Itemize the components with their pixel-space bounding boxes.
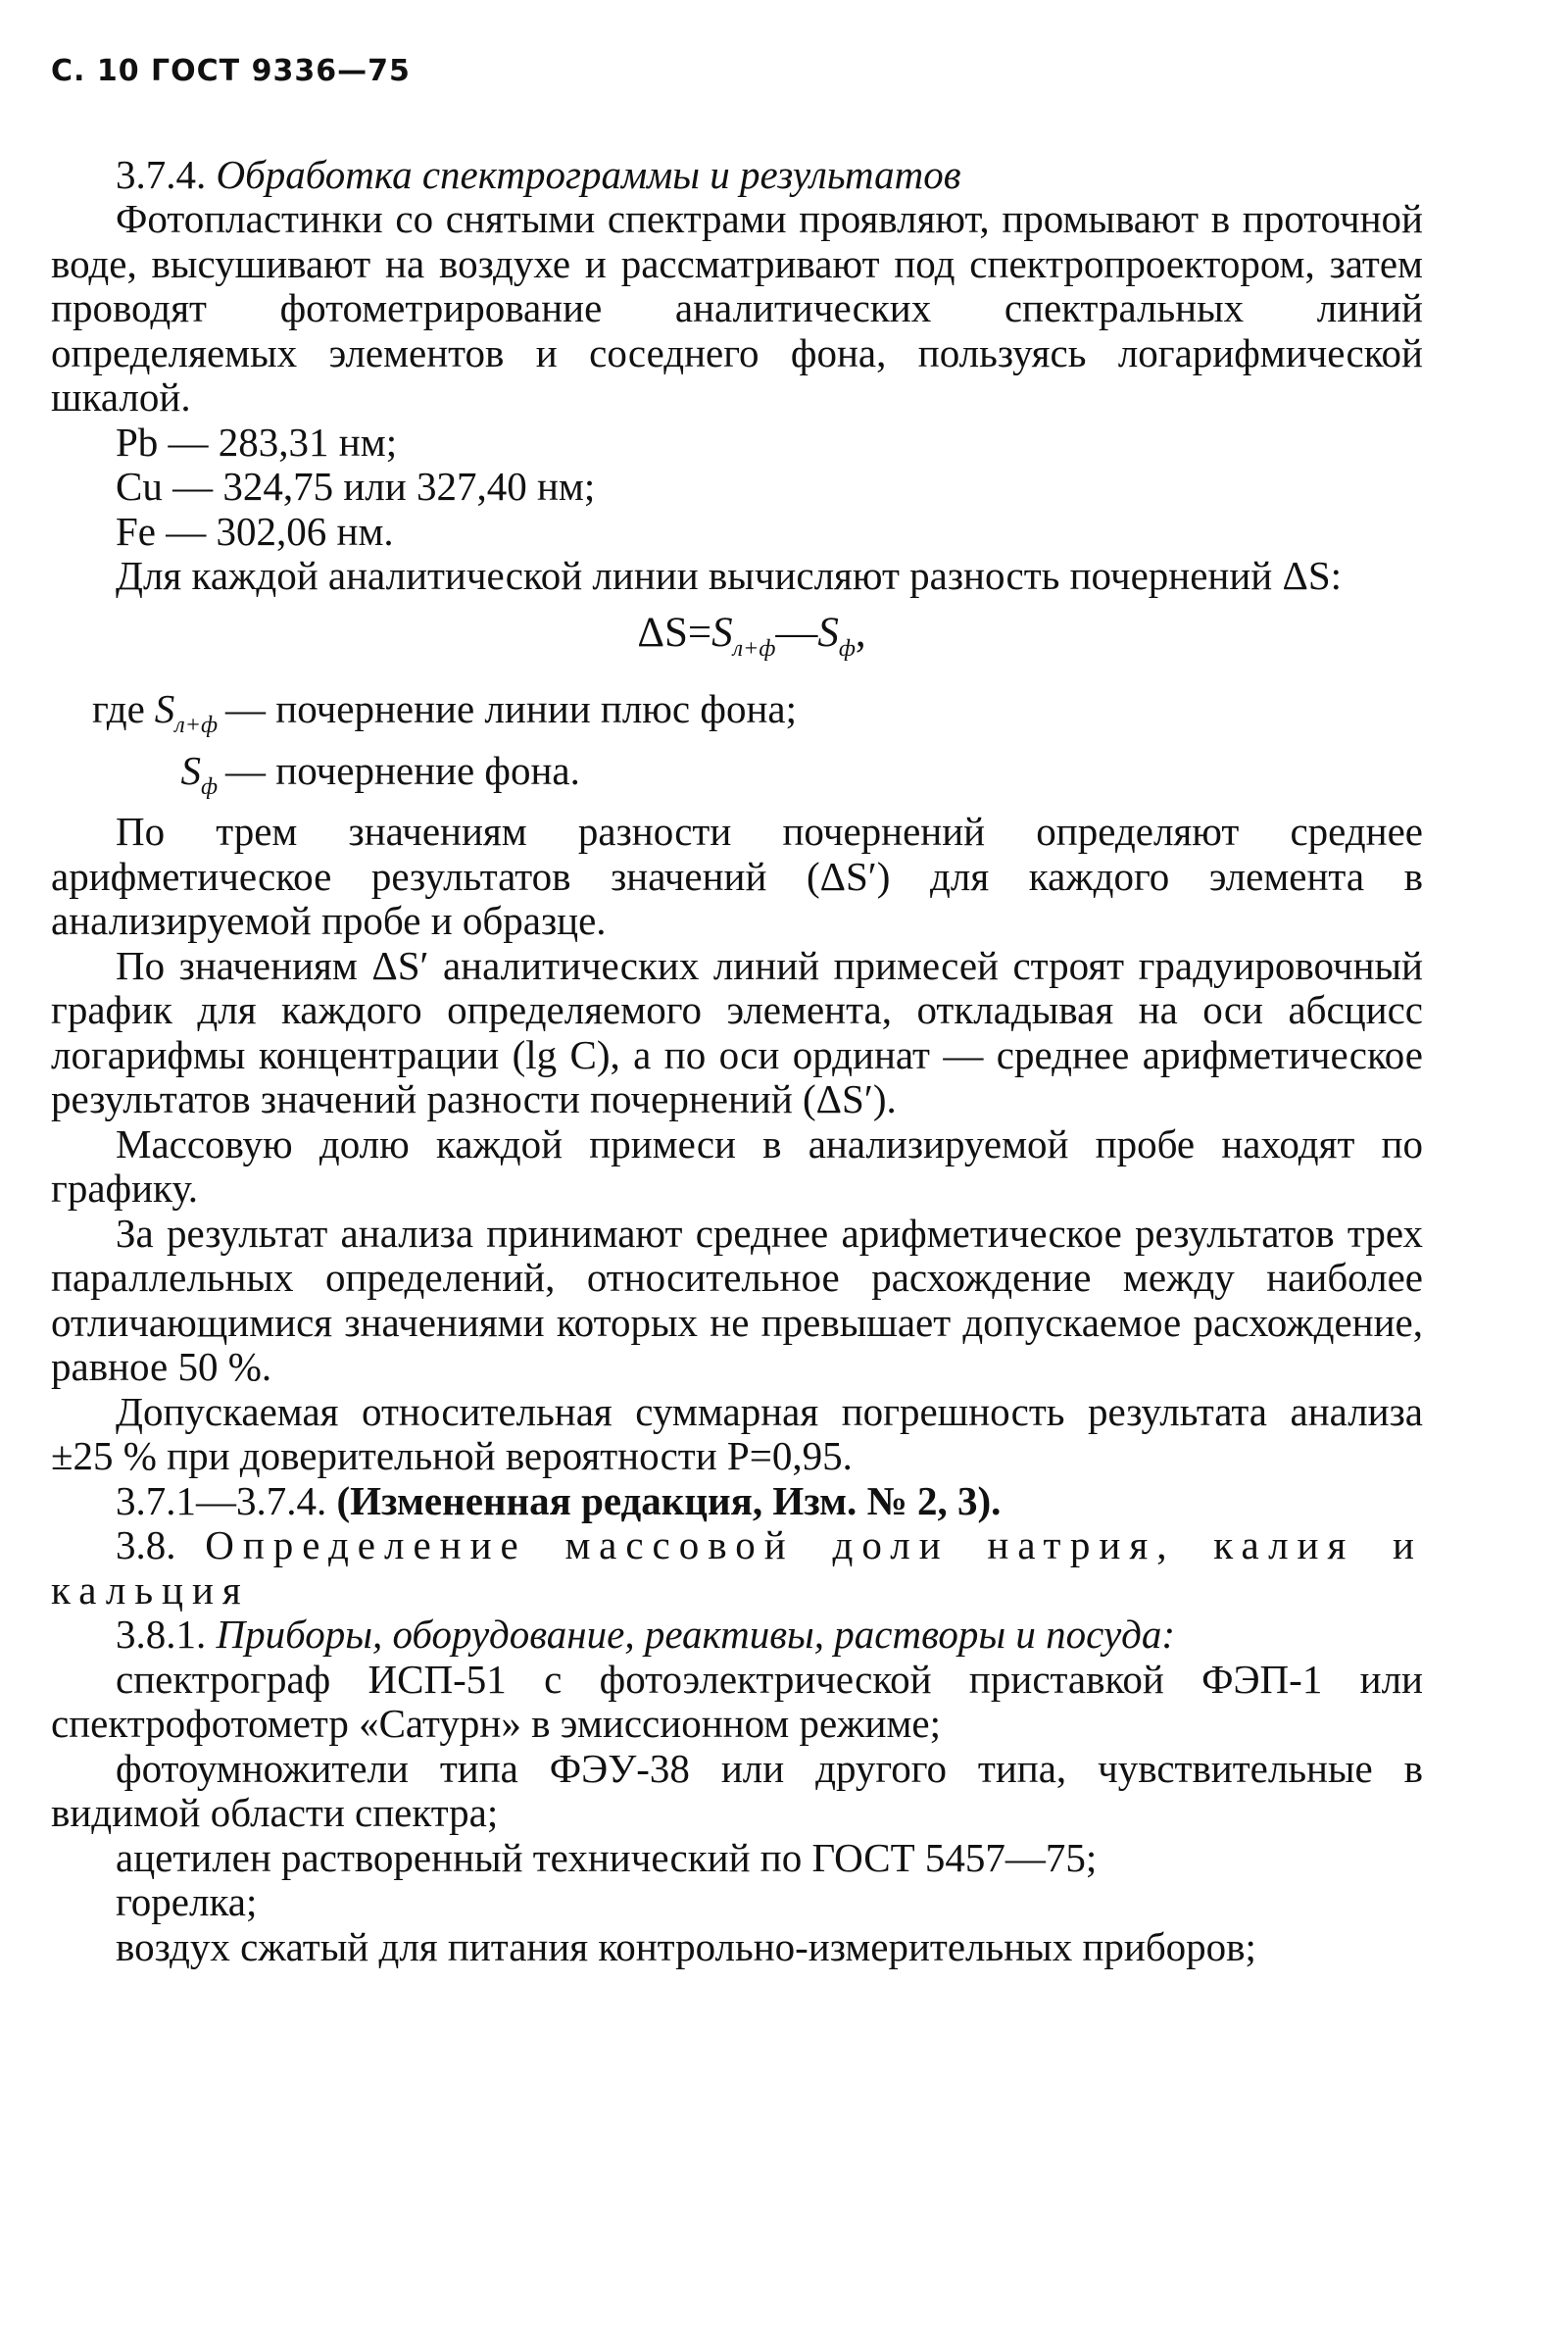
section-3-7-4-heading bbox=[51, 153, 1423, 198]
section-title: Определение массовой доли натрия, калия и кальция bbox=[51, 1522, 1424, 1613]
formula-eq: = bbox=[687, 609, 712, 656]
section-number: 3.8. bbox=[116, 1522, 176, 1567]
formula-s2-sub: ф bbox=[838, 635, 856, 662]
paragraph-error: Допускаемая относительная суммарная погрешность результата анализа ±25 % при доверительной вероятности P=0,95. bbox=[51, 1388, 1423, 1478]
paragraph-mass-fraction: Массовую долю каждой примеси в анализируемой пробе находят по графику. bbox=[51, 1120, 1423, 1211]
amendment-text: (Измененная редакция, Изм. № 2, 3). bbox=[336, 1477, 1002, 1523]
paragraph-calibration: По значениям ΔS′ аналитических линий примесей строят градуировочный график для каждого определяемого элемента, откладывая на оси абсцисс логарифмы концентрации (lg C), а по оси ординат — среднее арифметическое результатов значений разности почернений (ΔS′). bbox=[51, 942, 1423, 1121]
paragraph-mean: По трем значениям разности почернений определяют среднее арифметическое результатов значений (ΔS′) для каждого элемента в анализируемой пробе и образце. bbox=[51, 809, 1423, 943]
line-cu: Cu — 324,75 или 327,40 нм; bbox=[116, 464, 596, 509]
formula-lhs: ΔS bbox=[637, 609, 688, 656]
equipment-item-acetylene: ацетилен растворенный технический по ГОСТ 5457—75; bbox=[116, 1834, 1098, 1880]
where-text-2: — почернение фона. bbox=[225, 747, 580, 793]
section-number: 3.8.1. bbox=[116, 1612, 207, 1657]
equipment-item-burner: горелка; bbox=[116, 1879, 258, 1924]
equipment-item-compressed-air: воздух сжатый для питания контрольно-измерительных приборов; bbox=[116, 1923, 1256, 1969]
where-sub-1: л+ф bbox=[174, 713, 218, 738]
where-word: где bbox=[91, 686, 145, 731]
amendment-range: 3.7.1—3.7.4. bbox=[116, 1477, 327, 1523]
where-text-1: — почернение линии плюс фона; bbox=[225, 686, 797, 731]
formula-s1-sub: л+ф bbox=[732, 635, 776, 662]
paragraph-result: За результат анализа принимают среднее арифметическое результатов трех параллельных определений, относительное расхождение между наиболее отличающимися значениями которых не превышает допускаемое расхождение, равное 50 %. bbox=[51, 1210, 1423, 1389]
formula-delta-s bbox=[51, 611, 1423, 672]
section-3-8-heading bbox=[51, 1523, 1423, 1613]
where-row-1 bbox=[51, 687, 1423, 749]
equipment-item-spectrograph: спектрограф ИСП-51 с фотоэлектрической приставкой ФЭП-1 или спектрофотометр «Сатурн» в эмиссионном режиме; bbox=[51, 1656, 1423, 1746]
paragraph-photometry: Фотопластинки со снятыми спектрами проявляют, промывают в проточной воде, высушивают на воздухе и рассматривают под спектропроектором, затем проводят фотометрирование аналитических спектральных линий определяемых элементов и соседнего фона, пользуясь логарифмической шкалой. bbox=[51, 196, 1423, 420]
formula-tail: , bbox=[855, 609, 866, 656]
where-sub-2: ф bbox=[200, 773, 218, 800]
section-3-8-1-heading bbox=[51, 1613, 1423, 1658]
formula-minus: — bbox=[775, 609, 818, 656]
line-pb: Pb — 283,31 нм; bbox=[116, 419, 398, 465]
where-sym-2: S bbox=[180, 747, 201, 793]
formula-s1: S bbox=[711, 609, 733, 656]
amendment-note bbox=[51, 1479, 1423, 1524]
equipment-item-photomultipliers: фотоумножители типа ФЭУ-38 или другого типа, чувствительные в видимой области спектра; bbox=[51, 1745, 1423, 1835]
where-row-2 bbox=[51, 749, 1423, 811]
document-page bbox=[51, 49, 1423, 1969]
formula-s2: S bbox=[817, 609, 839, 656]
line-fe: Fe — 302,06 нм. bbox=[116, 508, 394, 554]
paragraph-delta-s: Для каждой аналитической линии вычисляют разность почернений ΔS: bbox=[116, 553, 1343, 598]
section-title: Приборы, оборудование, реактивы, растворы и посуда: bbox=[216, 1612, 1176, 1657]
page-header: С. 10 ГОСТ 9336—75 bbox=[51, 54, 411, 88]
where-sym-1: S bbox=[154, 686, 175, 731]
section-title: Обработка спектрограммы и результатов bbox=[216, 151, 961, 197]
section-number: 3.7.4. bbox=[116, 151, 207, 197]
